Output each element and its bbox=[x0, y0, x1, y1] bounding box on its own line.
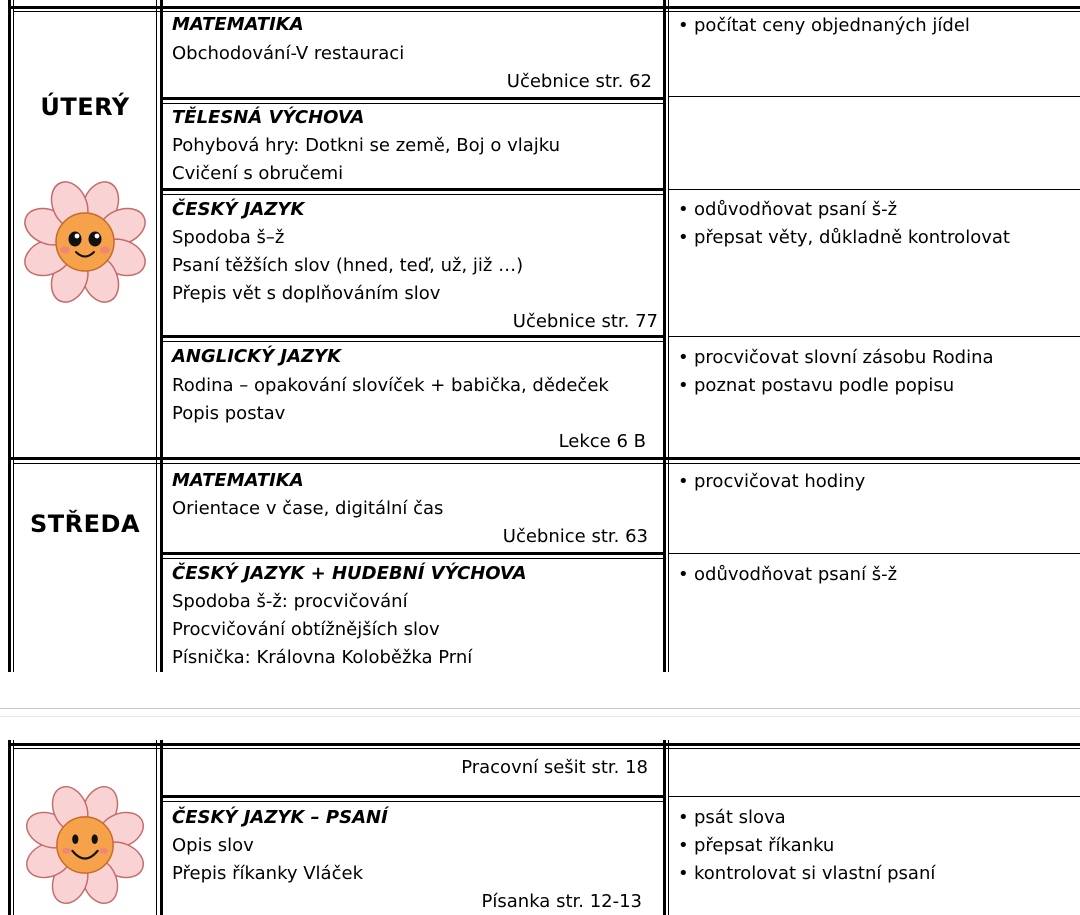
bullet-icon: • bbox=[678, 807, 689, 828]
bullet-icon: • bbox=[678, 375, 689, 396]
subject-title: ČESKÝ JAZYK – PSANÍ bbox=[172, 807, 388, 828]
table-border-left bbox=[8, 740, 11, 915]
flower-icon bbox=[18, 175, 152, 309]
subject-title: ČESKÝ JAZYK bbox=[172, 199, 305, 220]
lesson-line: Opis slov bbox=[172, 835, 254, 856]
lesson-line: Přepis říkanky Vláček bbox=[172, 863, 363, 884]
day-separator bbox=[13, 463, 1080, 464]
row-separator bbox=[163, 194, 663, 195]
bullet-icon: • bbox=[678, 15, 689, 36]
day-separator bbox=[8, 457, 1080, 460]
lesson-line: Pohybová hry: Dotkni se země, Boj o vlajku bbox=[172, 135, 561, 156]
goal-item bbox=[678, 226, 1010, 250]
goal-item bbox=[678, 806, 786, 830]
row-separator bbox=[163, 97, 663, 100]
column-divider-goals bbox=[668, 740, 669, 915]
row-separator bbox=[163, 188, 663, 191]
lesson-line: Orientace v čase, digitální čas bbox=[172, 498, 444, 519]
subject-title: ČESKÝ JAZYK + HUDEBNÍ VÝCHOVA bbox=[172, 563, 527, 584]
goal-item bbox=[678, 198, 897, 222]
lesson-line: Přepis vět s doplňováním slov bbox=[172, 283, 441, 304]
table-border-left-inner bbox=[13, 740, 14, 915]
column-divider-day-thick bbox=[160, 740, 163, 915]
lesson-line: Procvičování obtížnějších slov bbox=[172, 619, 440, 640]
goal-text: odůvodňovat psaní š-ž bbox=[694, 199, 898, 220]
goal-text: procvičovat slovní zásobu Rodina bbox=[694, 347, 994, 368]
lesson-line: Spodoba š-ž: procvičování bbox=[172, 591, 408, 612]
subject-title: ANGLICKÝ JAZYK bbox=[172, 346, 342, 367]
row-separator bbox=[163, 801, 663, 802]
goal-item bbox=[678, 834, 834, 858]
row-separator bbox=[668, 336, 1080, 337]
table-border-top-inner bbox=[13, 11, 1080, 12]
lesson-line: Písnička: Královna Koloběžka Prní bbox=[172, 647, 473, 668]
row-separator bbox=[668, 96, 1080, 97]
table-border-top-inner bbox=[13, 748, 1080, 749]
page-divider bbox=[0, 716, 1080, 717]
day-label-tuesday: ÚTERÝ bbox=[40, 93, 130, 121]
lesson-reference: Lekce 6 B bbox=[558, 431, 646, 452]
lesson-reference: Učebnice str. 62 bbox=[506, 71, 652, 92]
goal-text: odůvodňovat psaní š-ž bbox=[694, 564, 898, 585]
row-separator bbox=[668, 189, 1080, 190]
table-border-left-inner bbox=[13, 0, 14, 672]
goal-item bbox=[678, 346, 994, 370]
goal-item bbox=[678, 470, 865, 494]
table-border-left bbox=[8, 0, 11, 672]
row-separator bbox=[163, 103, 663, 104]
page-gap bbox=[0, 672, 1080, 740]
goal-item bbox=[678, 862, 935, 886]
column-divider-day bbox=[156, 740, 157, 915]
lesson-line: Psaní těžších slov (hned, teď, už, již …) bbox=[172, 255, 524, 276]
lesson-reference: Učebnice str. 77 bbox=[512, 311, 658, 332]
bullet-icon: • bbox=[678, 199, 689, 220]
row-separator bbox=[163, 552, 663, 555]
goal-text: procvičovat hodiny bbox=[694, 471, 866, 492]
row-separator bbox=[163, 335, 663, 338]
bullet-icon: • bbox=[678, 564, 689, 585]
row-separator bbox=[668, 553, 1080, 554]
goal-text: poznat postavu podle popisu bbox=[694, 375, 955, 396]
table-border-top bbox=[8, 743, 1080, 746]
bullet-icon: • bbox=[678, 347, 689, 368]
goal-text: psát slova bbox=[694, 807, 786, 828]
row-separator bbox=[163, 341, 663, 342]
lesson-reference: Pracovní sešit str. 18 bbox=[461, 757, 648, 778]
goal-item bbox=[678, 374, 954, 398]
column-divider-goals-thick bbox=[663, 0, 666, 672]
document-page-2 bbox=[0, 740, 1080, 915]
subject-title: MATEMATIKA bbox=[172, 470, 304, 491]
bullet-icon: • bbox=[678, 835, 689, 856]
goal-text: kontrolovat si vlastní psaní bbox=[694, 863, 936, 884]
lesson-reference: Učebnice str. 63 bbox=[502, 526, 648, 547]
lesson-line: Cvičení s obručemi bbox=[172, 163, 344, 184]
bullet-icon: • bbox=[678, 863, 689, 884]
column-divider-day bbox=[156, 0, 157, 672]
lesson-line: Spodoba š–ž bbox=[172, 227, 285, 248]
lesson-line: Obchodování-V restauraci bbox=[172, 43, 405, 64]
row-separator bbox=[163, 558, 663, 559]
day-label-wednesday: STŘEDA bbox=[29, 510, 141, 538]
goal-text: přepsat říkanku bbox=[694, 835, 835, 856]
page-divider bbox=[0, 708, 1080, 709]
table-border-top bbox=[8, 6, 1080, 9]
goal-item bbox=[678, 14, 970, 38]
lesson-line: Popis postav bbox=[172, 403, 286, 424]
row-separator bbox=[163, 795, 663, 798]
column-divider-goals-thick bbox=[663, 740, 666, 915]
subject-title: TĚLESNÁ VÝCHOVA bbox=[172, 107, 365, 128]
bullet-icon: • bbox=[678, 227, 689, 248]
lesson-reference: Písanka str. 12-13 bbox=[481, 891, 642, 912]
goal-text: přepsat věty, důkladně kontrolovat bbox=[694, 227, 1010, 248]
goal-item bbox=[678, 563, 897, 587]
flower-icon bbox=[20, 780, 150, 910]
goal-text: počítat ceny objednaných jídel bbox=[694, 15, 970, 36]
lesson-line: Rodina – opakování slovíček + babička, dědeček bbox=[172, 375, 609, 396]
subject-title: MATEMATIKA bbox=[172, 14, 304, 35]
bullet-icon: • bbox=[678, 471, 689, 492]
row-separator bbox=[668, 796, 1080, 797]
